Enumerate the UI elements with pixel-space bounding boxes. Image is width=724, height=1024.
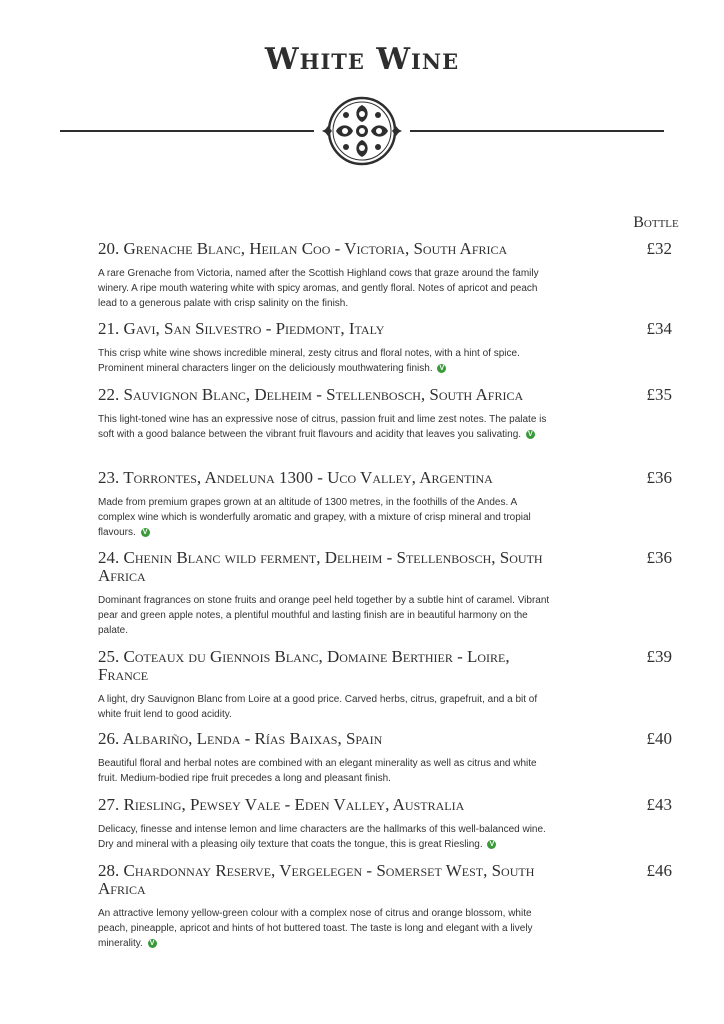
wine-description: An attractive lemony yellow-green colour with a complex nose of citrus and orange blossom, white peach, pineapple, apricot and hints of hot buttered toast. The taste is long and elegant with a lively minerality. V xyxy=(98,908,533,949)
wine-description: A rare Grenache from Victoria, named after the Scottish Highland cows that graze around the family winery. A ripe mouth watering white with spicy aromas, and gently floral. Notes of apricot and peach lead to a generous palate with crisp salinity on the finish. xyxy=(98,268,539,309)
wine-price: £39 xyxy=(646,647,672,666)
wine-price: £35 xyxy=(646,385,672,404)
wine-title: 25. Coteaux du Giennois Blanc, Domaine Berthier - Loire, France xyxy=(98,647,510,684)
page-title: White Wine xyxy=(264,42,460,77)
wine-price: £32 xyxy=(646,239,672,258)
wine-price: £34 xyxy=(646,319,672,338)
vegan-icon: V xyxy=(526,430,535,439)
wine-price: £43 xyxy=(646,795,672,814)
wine-title: 22. Sauvignon Blanc, Delheim - Stellenbosch, South Africa xyxy=(98,385,524,404)
wine-title: 21. Gavi, San Silvestro - Piedmont, Italy xyxy=(98,319,385,338)
wine-title: 26. Albariño, Lenda - Rías Baixas, Spain xyxy=(98,729,383,748)
vegan-icon: V xyxy=(141,528,150,537)
wine-description: Delicacy, finesse and intense lemon and lime characters are the hallmarks of this well-balanced wine. Dry and mineral with a pleasing oily texture that coats the tongue, this is great Riesling. V xyxy=(98,824,546,850)
wine-item xyxy=(98,730,692,786)
wine-title: 24. Chenin Blanc wild ferment, Delheim - Stellenbosch, South Africa xyxy=(98,548,543,585)
wine-price: £36 xyxy=(646,548,672,567)
wine-item xyxy=(98,862,692,951)
wine-title: 23. Torrontes, Andeluna 1300 - Uco Valley, Argentina xyxy=(98,468,493,487)
vegan-icon: V xyxy=(487,840,496,849)
wine-price: £36 xyxy=(646,468,672,487)
wine-item xyxy=(98,796,692,852)
wine-description: Dominant fragrances on stone fruits and orange peel held together by a subtle hint of caramel. Vibrant pear and green apple notes, a plentiful mouthful and lasting finish are in beautiful harmony on the palate. xyxy=(98,595,550,636)
vegan-icon: V xyxy=(148,939,157,948)
wine-price: £46 xyxy=(646,861,672,880)
wine-title: 20. Grenache Blanc, Heilan Coo - Victoria, South Africa xyxy=(98,239,508,258)
wine-description: Made from premium grapes grown at an altitude of 1300 metres, in the foothills of the Andes. A complex wine which is wonderfully aromatic and grapey, with a mixture of crisp mineral and tropial flavours. V xyxy=(98,497,531,538)
ornament-divider xyxy=(60,95,664,167)
wine-description: A light, dry Sauvignon Blanc from Loire at a good price. Carved herbs, citrus, grapefruit, and a bit of white fruit lend to good acidity. xyxy=(98,694,538,720)
wine-title: 28. Chardonnay Reserve, Vergelegen - Somerset West, South Africa xyxy=(98,861,535,898)
wine-item xyxy=(98,386,692,442)
wine-description: This crisp white wine shows incredible mineral, zesty citrus and floral notes, with a hint of spice. Prominent mineral characters linger on the deliciously mouthwatering finish. V xyxy=(98,348,520,374)
wine-item xyxy=(98,240,692,311)
wine-description: This light-toned wine has an expressive nose of citrus, passion fruit and lime zest notes. The palate is soft with a good balance between the vibrant fruit flavours and acidity that leaves you salivating. V xyxy=(98,414,547,440)
wine-item xyxy=(98,648,692,722)
wine-title: 27. Riesling, Pewsey Vale - Eden Valley, Australia xyxy=(98,795,465,814)
wine-description: Beautiful floral and herbal notes are combined with an elegant minerality as well as citrus and white fruit. Medium-bodied ripe fruit precedes a long and pleasant finish. xyxy=(98,758,537,784)
wine-item xyxy=(98,469,692,540)
wine-item xyxy=(98,320,692,376)
wine-item xyxy=(98,549,692,638)
bottle-column-header: Bottle xyxy=(633,214,679,231)
medallion-icon xyxy=(329,98,395,164)
vegan-icon: V xyxy=(437,364,446,373)
wine-price: £40 xyxy=(646,729,672,748)
